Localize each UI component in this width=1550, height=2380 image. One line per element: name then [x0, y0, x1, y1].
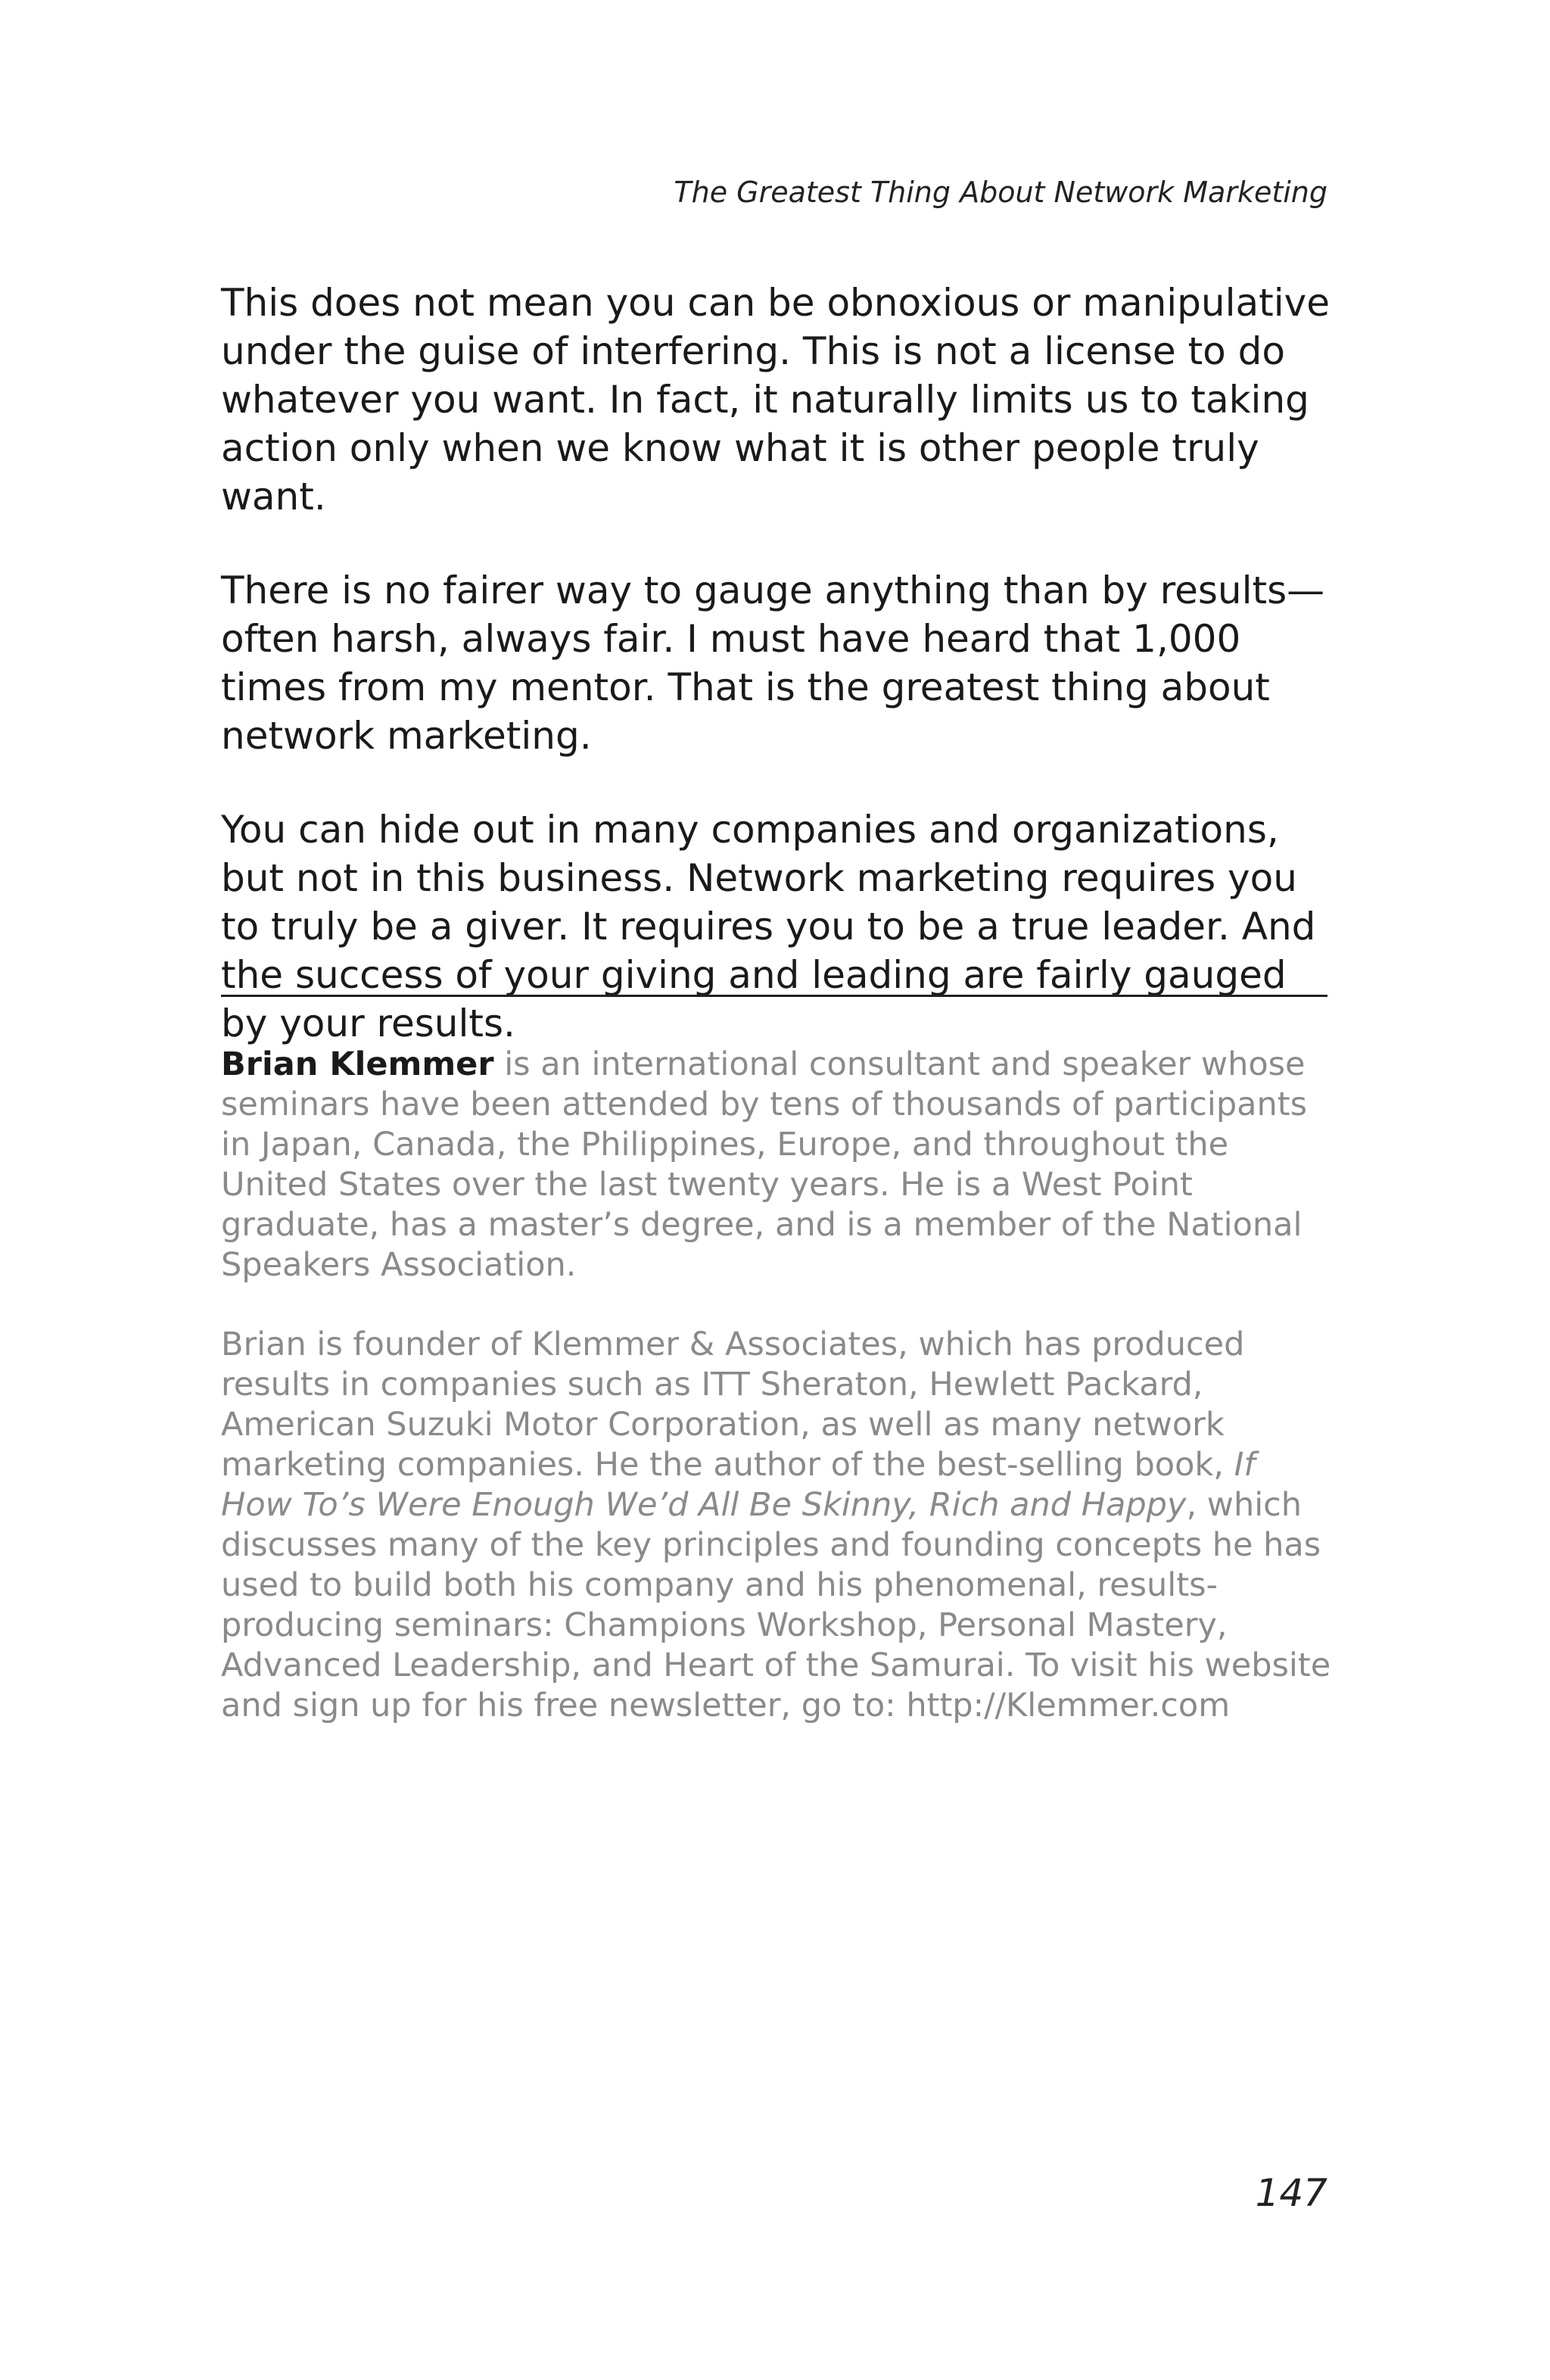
body-paragraph-3: You can hide out in many companies and organizations, but not in this business. Network marketing requires you to truly be a giver. It requires you to be a true leader. And the success of your giving and leading are fairly gauged by your results.: [221, 808, 1316, 1045]
bio-paragraph-1: [221, 1045, 1334, 1285]
book-title: If How To’s Were Enough We’d All Be Skinny, Rich and Happy: [221, 1446, 1256, 1524]
bio-paragraph-2-end: , which discusses many of the key principles and founding concepts he has used to build both his company and his phenomenal, results-producing seminars: Champions Workshop, Personal Mastery, Advanced Leadership, and Heart of the Samurai. To visit his website and sign up for his free newsletter, go to: http://Klemmer.com: [221, 1486, 1331, 1724]
bio-paragraph-2-start: Brian is founder of Klemmer & Associates, which has produced results in companies such as ITT Sheraton, Hewlett Packard, American Suzuki Motor Corporation, as well as many network marketing companies. He the author of the best-selling book,: [221, 1326, 1245, 1484]
body-paragraph-1: This does not mean you can be obnoxious or manipulative under the guise of interfering. This is not a license to do whatever you want. In fact, it naturally limits us to taking action only when we know what it is other people truly want.: [221, 281, 1330, 519]
section-divider: [221, 995, 1327, 997]
bio-paragraph-1-text: is an international consultant and speaker whose seminars have been attended by tens of thousands of participants in Japan, Canada, the Philippines, Europe, and throughout the United States over the last twenty years. He is a West Point graduate, has a master’s degree, and is a member of the National Speakers Association.: [221, 1045, 1308, 1284]
author-name: Brian Klemmer: [221, 1045, 494, 1083]
page-number: 147: [1255, 2171, 1327, 2215]
body-paragraph-2: There is no fairer way to gauge anything than by results—often harsh, always fair. I must have heard that 1,000 times from my mentor. That is the greatest thing about network marketing.: [221, 569, 1325, 758]
bio-paragraph-2: [221, 1325, 1334, 1726]
author-bio: [221, 1045, 1334, 1765]
main-text: [221, 279, 1334, 1093]
running-header: The Greatest Thing About Network Marketing: [674, 176, 1327, 209]
